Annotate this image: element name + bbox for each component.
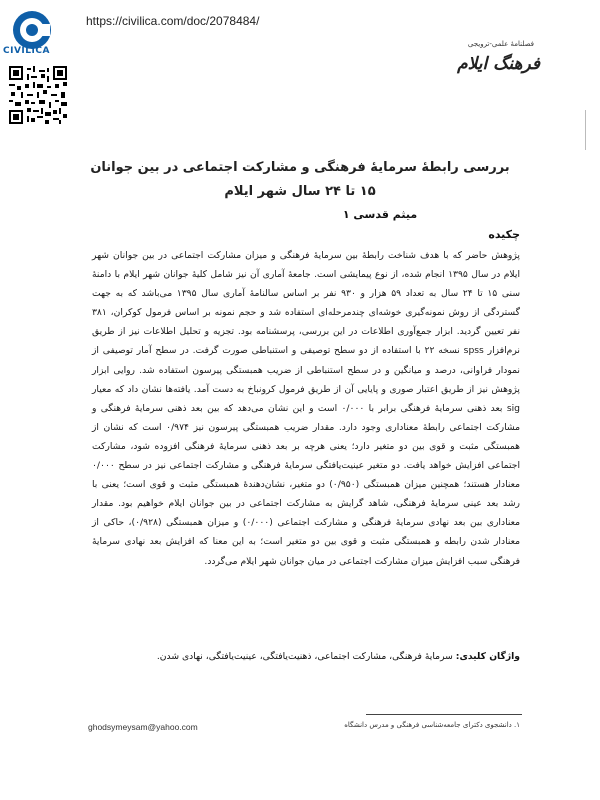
article-title-line-1: بررسی رابطهٔ سرمایهٔ فرهنگی و مشارکت اجتماعی در بین جوانان	[90, 160, 510, 175]
author-name: میثم قدسی ۱	[342, 208, 418, 221]
keywords-label: واژگان کلیدی:	[455, 651, 520, 662]
journal-logo	[430, 40, 540, 92]
document-url[interactable]: https://civilica.com/doc/2078484/	[86, 14, 260, 28]
keywords-text: سرمایهٔ فرهنگی، مشارکت اجتماعی، ذهنیت‌یافتگی، عینیت‌یافتگی، نهادی شدن.	[156, 651, 453, 662]
footnote-affiliation: ۱. دانشجوی دکترای جامعه‌شناسی فرهنگی و مدرس دانشگاه	[344, 721, 520, 729]
abstract-heading: چکیده	[488, 228, 520, 241]
journal-type-label: فصلنامهٔ علمی-ترویجی	[467, 40, 534, 48]
author-email[interactable]: ghodsymeysam@yahoo.com	[88, 722, 198, 732]
margin-divider	[585, 110, 586, 150]
journal-name: فرهنگ ایلام	[457, 54, 540, 74]
footnote-divider	[366, 714, 522, 715]
qr-code-icon	[9, 66, 67, 124]
keywords-line	[92, 647, 520, 666]
civilica-brand-text: CIVILICA	[3, 46, 50, 56]
article-title-line-2: ۱۵ تا ۲۴ سال شهر ایلام	[224, 184, 376, 199]
abstract-body: پژوهش حاضر که با هدف شناخت رابطهٔ بین سرمایهٔ فرهنگی و میزان مشارکت اجتماعی در بین جوانان شهر ایلام در سال ۱۳۹۵ انجام شده، از نوع پیمایشی است. جامعهٔ آماری آن نیز شامل کلیهٔ جوانان شهر ایلام با دامنهٔ سنی ۱۵ تا ۲۴ سال به تعداد ۵۹ هزار و ۹۳۰ نفر بر اساس سالنامهٔ آماری سال ۱۳۹۵ می‌باشد که به جهت گستردگی از روش نمونه‌گیری خوشه‌ای چندمرحله‌ای استفاده شد و حجم نمونه بر اساس فرمول کوکران، ۳۸۱ نفر تعیین گردید. ابزار جمع‌آوری اطلاعات در این بررسی، پرسشنامه بود. تجزیه و تحلیل اطلاعات نیز از طریق نرم‌افزار spss نسخه ۲۲ با استفاده از دو سطح توصیفی و استنباطی صورت گرفت. در سطح آمار توصیفی از نمودار فراوانی، درصد و میانگین و در سطح استنباطی از ضریب همبستگی پیرسون استفاده شد. روایی ابزار پژوهش نیز از طریق اعتبار صوری و پایایی آن از طریق فرمول کرونباخ به دست آمد. یافته‌ها نشان داد که معیار sig بعد ذهنی سرمایهٔ فرهنگی برابر با ۰/۰۰۰ است و این نشان می‌دهد که بین بعد ذهنی سرمایهٔ فرهنگی و مشارکت اجتماعی رابطهٔ معناداری وجود دارد. مقدار ضریب همبستگی پیرسون نیز ۰/۹۷۴ است که نشان از همبستگی مثبت و قوی بین دو متغیر دارد؛ یعنی هرچه بر بعد ذهنی سرمایهٔ فرهنگی افزوده شود، مشارکت اجتماعی افزایش خواهد یافت. دو متغیر عینیت‌یافتگی سرمایهٔ فرهنگی و مشارکت اجتماعی نیز در سطح ۰/۰۰۰ معنادار هستند؛ همچنین میزان همبستگی (۰/۹۵۰) دو متغیر، نشان‌دهندهٔ همبستگی مثبت و قوی است؛ یعنی با رشد بعد عینی سرمایهٔ فرهنگی، شاهد گرایش به مشارکت اجتماعی در بین جوانان ایلام خواهیم بود. مقدار معناداری بین بعد نهادی سرمایهٔ فرهنگی و مشارکت اجتماعی (۰/۰۰۰) و میزان همبستگی (۰/۹۲۸)، حاکی از معنادار شدن رابطه و همبستگی مثبت و قوی بین دو متغیر است؛ به این معنا که افزایش بعد نهادی سرمایهٔ فرهنگی سبب افزایش میزان مشارکت اجتماعی در میان جوانان شهر ایلام می‌گردد.	[92, 250, 521, 567]
